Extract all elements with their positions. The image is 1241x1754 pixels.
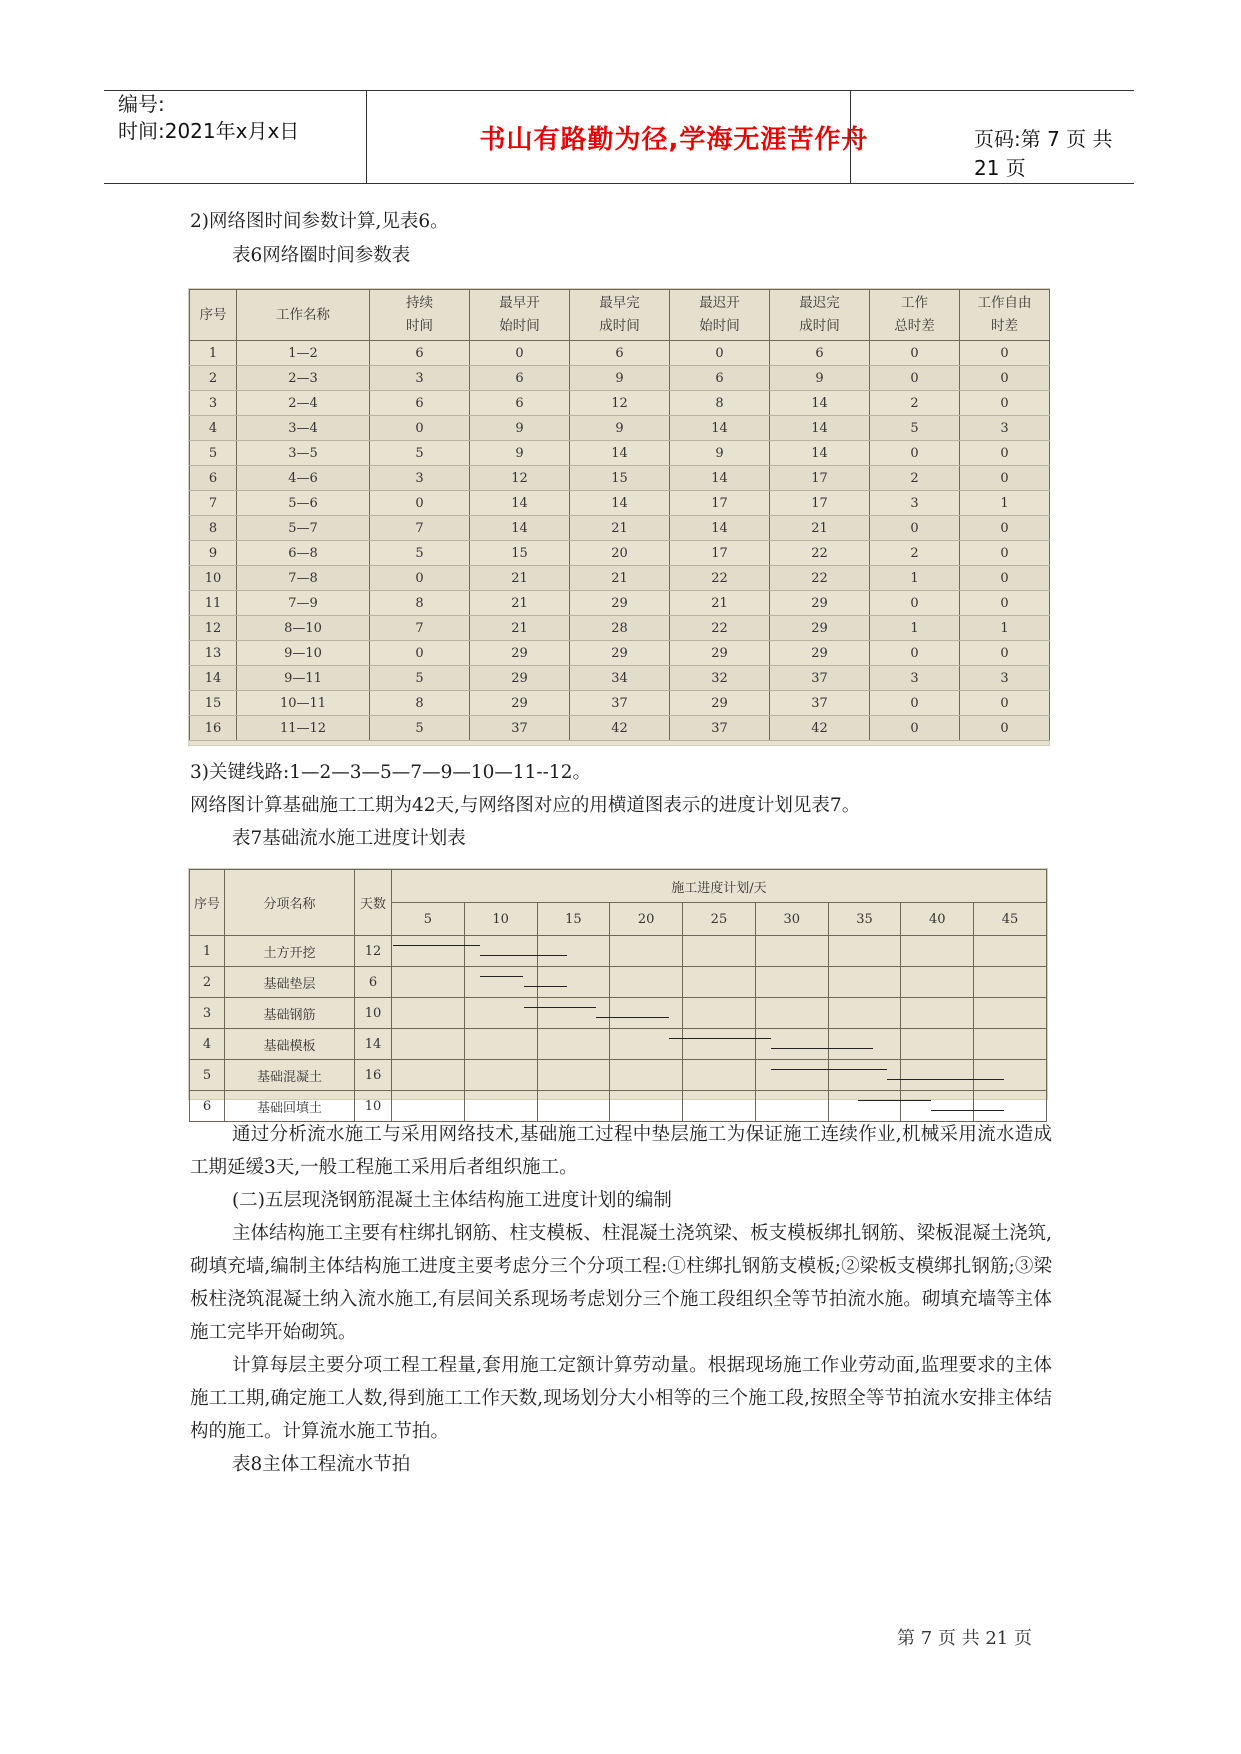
table-cell: 1 [870,616,960,641]
row-name: 基础混凝土 [225,1060,355,1091]
table6-header-cell: 最迟开 始时间 [670,290,770,341]
table6-header-cell: 最早完 成时间 [570,290,670,341]
body-text [190,1118,1052,1481]
table-cell: 6 [670,366,770,391]
table-cell: 9 [570,366,670,391]
table-row [190,491,1050,516]
table6-header-cell: 最早开 始时间 [470,290,570,341]
table-cell: 29 [670,641,770,666]
table-cell: 0 [960,641,1050,666]
timeline-cell [392,1060,465,1091]
timeline-cell [974,1060,1047,1091]
table-cell: 17 [770,491,870,516]
scale-tick: 20 [610,903,683,936]
gantt-bar [887,1079,1003,1080]
header-left [118,91,299,145]
table-cell: 29 [570,591,670,616]
table-cell: 15 [190,691,237,716]
page-header [104,90,1134,184]
table-cell: 3 [190,391,237,416]
timeline-cell [755,1029,828,1060]
header-divider [850,91,851,183]
table-cell: 1 [960,616,1050,641]
table-cell: 37 [470,716,570,741]
table-cell: 2—4 [237,391,370,416]
gantt-bar [931,1110,1004,1111]
table6-header-cell: 序号 [190,290,237,341]
table-cell: 42 [770,716,870,741]
table-row [190,566,1050,591]
table-cell: 9 [570,416,670,441]
table6-header-cell: 最迟完 成时间 [770,290,870,341]
table-cell: 6 [470,391,570,416]
timeline-cell [974,1029,1047,1060]
table-cell: 37 [570,691,670,716]
table-cell: 5 [370,441,470,466]
row-seq: 3 [190,998,225,1029]
table-cell: 4—6 [237,466,370,491]
timeline-cell [755,967,828,998]
table-cell: 3 [960,666,1050,691]
table-cell: 15 [470,541,570,566]
table-cell: 8 [190,516,237,541]
table-cell: 29 [470,641,570,666]
timeline-cell [974,1091,1047,1122]
timeline-cell [464,1091,537,1122]
table-cell: 29 [770,616,870,641]
timeline-cell [464,998,537,1029]
row-seq: 1 [190,936,225,967]
gantt-bar [771,1069,887,1070]
table-cell: 17 [670,491,770,516]
timeline-cell [537,967,610,998]
table-cell: 32 [670,666,770,691]
table-cell: 10—11 [237,691,370,716]
table-cell: 9—10 [237,641,370,666]
timeline-cell [392,967,465,998]
table-cell: 14 [470,491,570,516]
table-row [190,591,1050,616]
table-row [190,366,1050,391]
table-cell: 0 [960,441,1050,466]
timeline-cell [974,967,1047,998]
table-cell: 14 [190,666,237,691]
table-row [190,341,1050,366]
row-days: 14 [355,1029,392,1060]
timeline-cell [683,1091,756,1122]
table6-header-row [190,290,1050,341]
table-cell: 7 [370,616,470,641]
table-cell: 11—12 [237,716,370,741]
schedule-table [189,869,1047,1122]
table-cell: 6 [370,391,470,416]
timeline-cell [828,1029,901,1060]
timeline-cell [610,1029,683,1060]
timeline-cell [828,1091,901,1122]
table6-scan [188,288,1050,746]
row-name: 基础模板 [225,1029,355,1060]
table-row [190,666,1050,691]
timeline-cell [464,967,537,998]
table-cell: 0 [870,441,960,466]
timeline-cell [683,936,756,967]
table6-header-cell: 工作自由 时差 [960,290,1050,341]
table6-header-cell: 持续 时间 [370,290,470,341]
subsection-title: (二)五层现浇钢筋混凝土主体结构施工进度计划的编制 [232,1190,672,1211]
col-days: 天数 [355,870,392,936]
timeline-cell [537,936,610,967]
scale-tick: 35 [828,903,901,936]
row-seq: 5 [190,1060,225,1091]
table-cell: 28 [570,616,670,641]
table-cell: 0 [960,541,1050,566]
timeline-cell [901,1060,974,1091]
table6-caption: 表6网络圈时间参数表 [232,245,411,266]
timeline-cell [828,936,901,967]
table-cell: 21 [770,516,870,541]
table-cell: 5 [870,416,960,441]
table-cell: 21 [570,566,670,591]
table-cell: 29 [770,641,870,666]
table-cell: 14 [770,441,870,466]
gantt-bar [858,1100,931,1101]
table-cell: 0 [870,716,960,741]
table-cell: 12 [570,391,670,416]
schedule-row [190,1060,1047,1091]
table-cell: 3 [870,666,960,691]
table-cell: 21 [470,591,570,616]
scale-tick: 10 [464,903,537,936]
gantt-bar [393,945,480,946]
table-cell: 0 [870,691,960,716]
col-seq: 序号 [190,870,225,936]
timeline-cell [901,1091,974,1122]
table7-caption: 表7基础流水施工进度计划表 [232,828,466,849]
scale-tick: 45 [974,903,1047,936]
table-cell: 6 [770,341,870,366]
table-cell: 9 [770,366,870,391]
table-cell: 21 [470,566,570,591]
table-row [190,416,1050,441]
table-cell: 42 [570,716,670,741]
row-seq: 6 [190,1091,225,1122]
table-cell: 17 [670,541,770,566]
schedule-row [190,967,1047,998]
table-cell: 9 [470,441,570,466]
timeline-cell [901,998,974,1029]
table-row [190,541,1050,566]
timeline-cell [901,1029,974,1060]
table-cell: 37 [670,716,770,741]
row-days: 10 [355,998,392,1029]
timeline-cell [683,1060,756,1091]
time-parameter-table [189,289,1050,741]
table-cell: 14 [770,391,870,416]
table-cell: 5 [370,716,470,741]
table-cell: 0 [960,366,1050,391]
table-cell: 0 [370,641,470,666]
table-cell: 6 [190,466,237,491]
timeline-cell [537,998,610,1029]
table-cell: 5 [370,666,470,691]
row-name: 基础钢筋 [225,998,355,1029]
table-cell: 3 [870,491,960,516]
timeline-cell [392,936,465,967]
table-cell: 16 [190,716,237,741]
schedule-row [190,1091,1047,1122]
table-cell: 14 [670,416,770,441]
table-cell: 22 [670,616,770,641]
table-cell: 1 [870,566,960,591]
scale-tick: 5 [392,903,465,936]
table-cell: 0 [960,391,1050,416]
table-cell: 0 [870,516,960,541]
table-cell: 0 [370,491,470,516]
timeline-cell [537,1091,610,1122]
timeline-cell [392,1091,465,1122]
table-cell: 13 [190,641,237,666]
timeline-cell [610,936,683,967]
table-cell: 0 [370,566,470,591]
table-cell: 14 [570,491,670,516]
table-cell: 17 [770,466,870,491]
table-cell: 0 [870,591,960,616]
table-cell: 14 [770,416,870,441]
table-cell: 1—2 [237,341,370,366]
paragraph: 主体结构施工主要有柱绑扎钢筋、柱支模板、柱混凝土浇筑梁、板支模板绑扎钢筋、梁板混凝土浇筑,砌填充墙,编制主体结构施工进度主要考虑分三个分项工程:①柱绑扎钢筋支模板;②梁板支模绑扎钢筋;③梁板柱浇筑混凝土纳入流水施工,有层间关系现场考虑划分三个施工段组织全等节拍流水施。砌填充墙等主体施工完毕开始砌筑。 [190,1223,1052,1343]
table-cell: 21 [570,516,670,541]
table-cell: 5—6 [237,491,370,516]
table-row [190,616,1050,641]
table-cell: 22 [770,566,870,591]
table-cell: 1 [960,491,1050,516]
table-cell: 0 [960,516,1050,541]
timeline-cell [974,998,1047,1029]
table-row [190,641,1050,666]
duration-text: 网络图计算基础施工工期为42天,与网络图对应的用横道图表示的进度计划见表7。 [190,795,861,816]
table-cell: 8 [670,391,770,416]
timeline-cell [464,1060,537,1091]
table-cell: 9 [470,416,570,441]
table8-caption: 表8主体工程流水节拍 [232,1454,411,1475]
schedule-row [190,936,1047,967]
table-cell: 15 [570,466,670,491]
table-cell: 3—5 [237,441,370,466]
number-label: 编号: [118,92,165,116]
table-cell: 0 [960,591,1050,616]
table-cell: 0 [960,466,1050,491]
paragraph: 计算每层主要分项工程工程量,套用施工定额计算劳动量。根据现场施工作业劳动面,监理要求的主体施工工期,确定施工人数,得到施工工作天数,现场划分大小相等的三个施工段,按照全等节拍流水安排主体结构的施工。计算流水施工节拍。 [190,1355,1052,1442]
table-cell: 11 [190,591,237,616]
timeline-cell [610,1091,683,1122]
row-name: 基础回填土 [225,1091,355,1122]
table-cell: 22 [770,541,870,566]
critical-path: 3)关键线路:1—2—3—5—7—9—10—11--12。 [190,762,591,783]
header-motto: 书山有路勤为径,学海无涯苦作舟 [479,125,869,155]
table-row [190,391,1050,416]
timeline-cell [392,998,465,1029]
table-cell: 14 [470,516,570,541]
table-row [190,691,1050,716]
table-cell: 6 [570,341,670,366]
header-divider [366,91,367,183]
table-cell: 29 [670,691,770,716]
table-cell: 3 [370,466,470,491]
timeline-cell [755,1091,828,1122]
table-cell: 12 [190,616,237,641]
scale-tick: 15 [537,903,610,936]
scale-tick: 25 [683,903,756,936]
table-cell: 8 [370,691,470,716]
timeline-cell [755,998,828,1029]
table-cell: 6 [370,341,470,366]
table-cell: 0 [960,691,1050,716]
table-cell: 0 [870,366,960,391]
table7-scan [188,868,1048,1116]
page-code: 页码:第 7 页 共 21 页 [974,127,1113,180]
table-cell: 29 [770,591,870,616]
row-seq: 4 [190,1029,225,1060]
timeline-cell [901,967,974,998]
table-cell: 14 [670,516,770,541]
timeline-cell [610,998,683,1029]
table-cell: 37 [770,666,870,691]
table-cell: 0 [370,416,470,441]
table-cell: 0 [960,566,1050,591]
table-cell: 4 [190,416,237,441]
row-days: 12 [355,936,392,967]
table-cell: 5—7 [237,516,370,541]
table-cell: 7—9 [237,591,370,616]
table-cell: 0 [870,341,960,366]
table-cell: 3—4 [237,416,370,441]
table-row [190,441,1050,466]
timeline-cell [828,1060,901,1091]
table-cell: 3 [960,416,1050,441]
table6-header-cell: 工作名称 [237,290,370,341]
timeline-cell [755,1060,828,1091]
timeline-cell [683,998,756,1029]
table-cell: 2 [870,391,960,416]
scale-tick: 40 [901,903,974,936]
table-cell: 10 [190,566,237,591]
section2-title: 2)网络图时间参数计算,见表6。 [190,211,449,232]
table-cell: 2 [190,366,237,391]
table-cell: 14 [670,466,770,491]
gantt-bar [480,955,567,956]
table-cell: 2—3 [237,366,370,391]
table-cell: 14 [570,441,670,466]
timeline-cell [755,936,828,967]
table-row [190,716,1050,741]
timeline-cell [610,967,683,998]
table-cell: 2 [870,466,960,491]
row-days: 16 [355,1060,392,1091]
gantt-bar [596,1017,669,1018]
gantt-bar [669,1038,771,1039]
table-cell: 5 [190,441,237,466]
timeline-cell [392,1029,465,1060]
schedule-header-row [190,870,1047,903]
table-cell: 8—10 [237,616,370,641]
table-cell: 9 [670,441,770,466]
timeline-cell [537,1029,610,1060]
schedule-row [190,998,1047,1029]
timeline-cell [828,967,901,998]
table-cell: 0 [960,341,1050,366]
gantt-bar [524,986,568,987]
table-cell: 20 [570,541,670,566]
paragraph: 通过分析流水施工与采用网络技术,基础施工过程中垫层施工为保证施工连续作业,机械采用流水造成工期延缓3天,一般工程施工采用后者组织施工。 [190,1124,1052,1178]
table-cell: 6—8 [237,541,370,566]
table-cell: 22 [670,566,770,591]
table-cell: 29 [470,691,570,716]
timeline-cell [683,967,756,998]
timeline-cell [464,1029,537,1060]
table-cell: 21 [670,591,770,616]
table-cell: 9 [190,541,237,566]
col-name: 分项名称 [225,870,355,936]
row-name: 土方开挖 [225,936,355,967]
gantt-bar [480,976,524,977]
timeline-cell [901,936,974,967]
table-cell: 7—8 [237,566,370,591]
table-cell: 8 [370,591,470,616]
gantt-bar [771,1048,873,1049]
table6-header-cell: 工作 总时差 [870,290,960,341]
table-cell: 29 [470,666,570,691]
table-row [190,466,1050,491]
gantt-bar [524,1007,597,1008]
table-cell: 0 [960,716,1050,741]
timeline-cell [610,1060,683,1091]
table-cell: 7 [370,516,470,541]
table-cell: 34 [570,666,670,691]
table-cell: 7 [190,491,237,516]
table-row [190,516,1050,541]
row-days: 10 [355,1091,392,1122]
table-cell: 1 [190,341,237,366]
table-cell: 12 [470,466,570,491]
timeline-cell [683,1029,756,1060]
table-cell: 29 [570,641,670,666]
row-days: 6 [355,967,392,998]
table-cell: 0 [470,341,570,366]
time-label: 时间:2021年x月x日 [118,119,300,143]
schedule-row [190,1029,1047,1060]
table6-body [190,341,1050,741]
table-cell: 37 [770,691,870,716]
row-name: 基础垫层 [225,967,355,998]
timeline-cell [974,936,1047,967]
table-cell: 5 [370,541,470,566]
table-cell: 6 [470,366,570,391]
timeline-cell [537,1060,610,1091]
timeline-cell [828,998,901,1029]
table-cell: 2 [870,541,960,566]
schedule-title: 施工进度计划/天 [392,870,1047,903]
table-cell: 3 [370,366,470,391]
table-cell: 0 [870,641,960,666]
table-cell: 0 [670,341,770,366]
table-cell: 21 [470,616,570,641]
timeline-cell [464,936,537,967]
table-cell: 9—11 [237,666,370,691]
scale-tick: 30 [755,903,828,936]
page-footer: 第 7 页 共 21 页 [897,1628,1032,1649]
row-seq: 2 [190,967,225,998]
